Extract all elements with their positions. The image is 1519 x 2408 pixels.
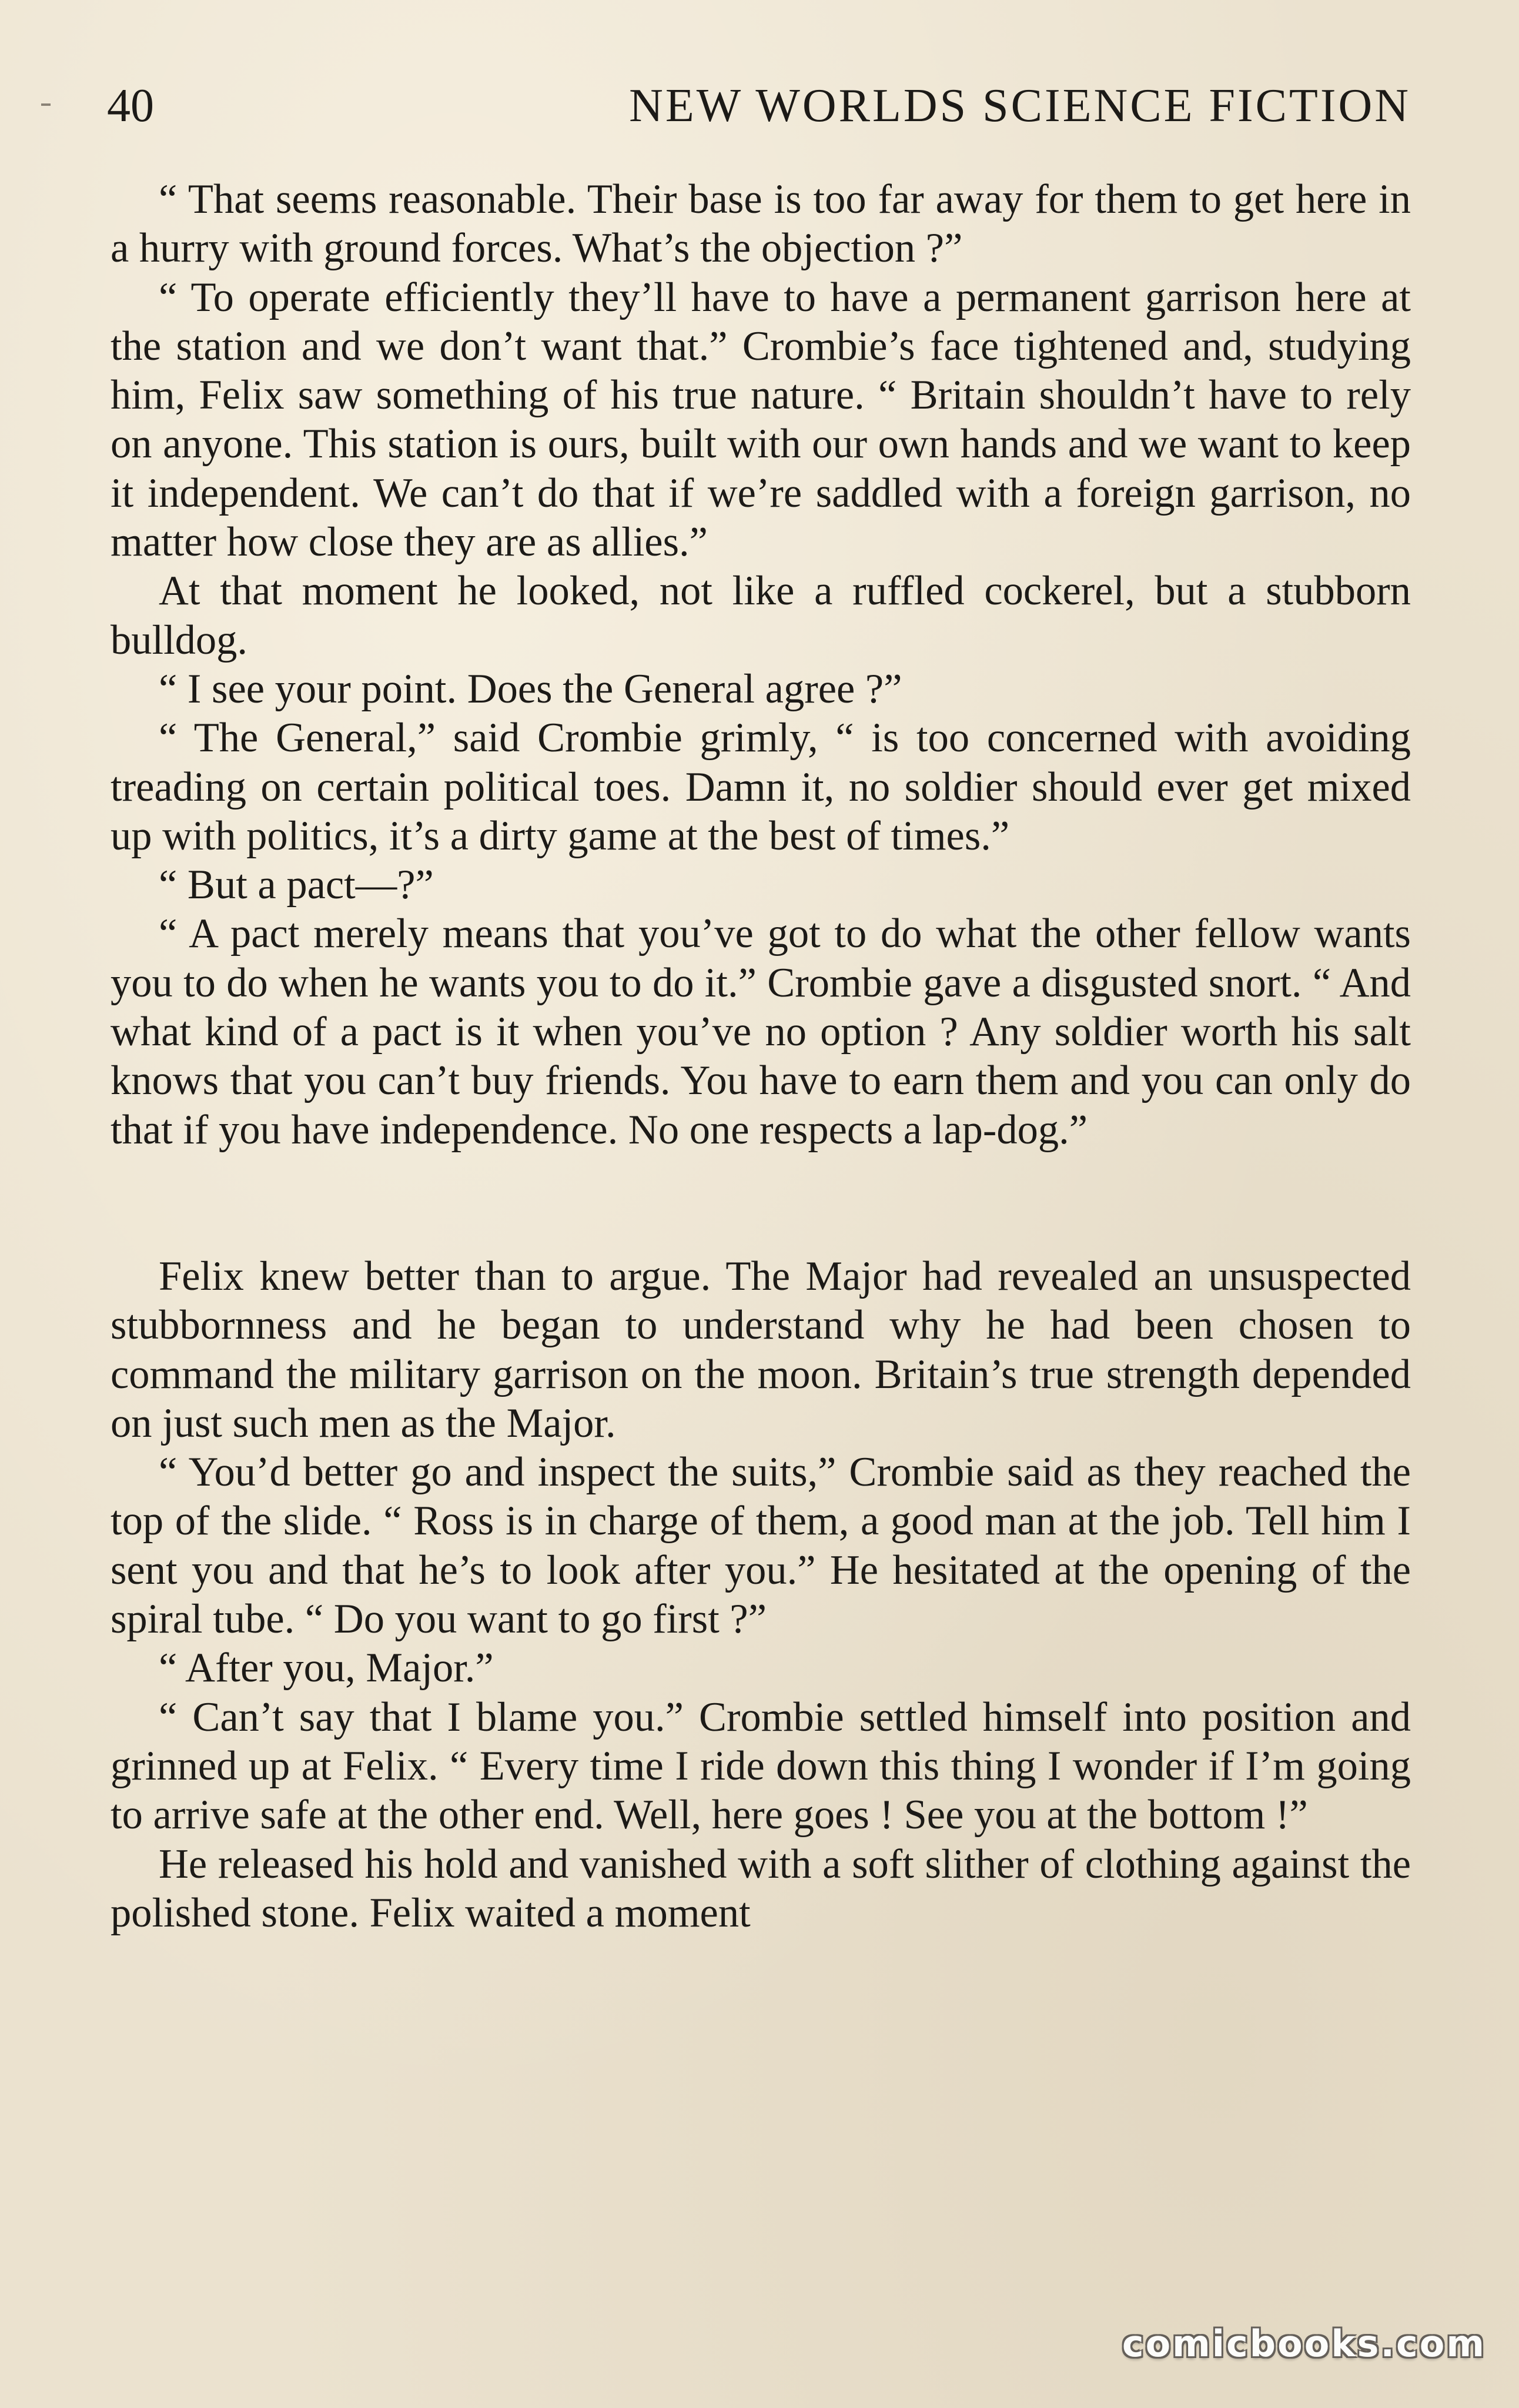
paragraph: “ To operate efficiently they’ll have to have a permanent garrison here at the station and we don’t want that.” Crombie’s face tightened and, studying him, Felix saw something of his true nature. “ Britain shouldn’t have to rely on anyone. This station is ours, built with our own hands and we want to keep it independent. We can’t do that if we’re saddled with a foreign garrison, no matter how close they are as allies.” (111, 274, 1411, 566)
page-header (107, 71, 1411, 141)
paragraph: He released his hold and vanished with a soft slither of clothing against the polished stone. Felix waited a moment (111, 1841, 1411, 1936)
paragraph: “ But a pact—?” (159, 862, 434, 908)
paragraph: “ You’d better go and inspect the suits,” Crombie said as they reached the top of the slide. “ Ross is in charge of them, a good man at the job. Tell him I sent you and that he’s to look after you.” He hesitated at the opening of the spiral tube. “ Do you want to go first ?” (111, 1449, 1411, 1643)
paragraph: “ A pact merely means that you’ve got to do what the other fellow wants you to do when he wants you to do it.” Crombie gave a disgusted snort. “ And what kind of a pact is it when you’ve no option ? Any soldier worth his salt knows that you can’t buy friends. You have to earn them and you can only do that if you have independence. No one respects a lap-dog.” (111, 911, 1411, 1153)
paragraph: “ I see your point. Does the General agree ?” (159, 665, 902, 712)
running-title: NEW WORLDS SCIENCE FICTION (629, 80, 1411, 132)
paragraph: At that moment he looked, not like a ruffled cockerel, but a stubborn bulldog. (111, 568, 1411, 663)
margin-tick-mark (41, 103, 51, 106)
paragraph: “ The General,” said Crombie grimly, “ is too concerned with avoiding treading on certain political toes. Damn it, no soldier should ever get mixed up with politics, it’s a dirty game at the best of times.” (111, 715, 1411, 859)
page-number: 40 (107, 80, 154, 132)
body-text (111, 175, 1411, 1938)
paragraph: “ That seems reasonable. Their base is too far away for them to get here in a hurry with ground forces. What’s the objection ?” (111, 176, 1411, 272)
paragraph-section-start: Felix knew better than to argue. The Major had revealed an unsuspected stubbornness and he began to understand why he had been chosen to command the military garrison on the moon. Britain’s true strength depended on just such men as the Major. (111, 1253, 1411, 1446)
paragraph: “ After you, Major.” (159, 1645, 494, 1691)
watermark-logo: comicbooks.com (1122, 2322, 1486, 2365)
paragraph: “ Can’t say that I blame you.” Crombie settled himself into position and grinned up at Felix. “ Every time I ride down this thing I wonder if I’m going to arrive safe at the other end. Well, here goes ! See you at the bottom !” (111, 1694, 1411, 1838)
